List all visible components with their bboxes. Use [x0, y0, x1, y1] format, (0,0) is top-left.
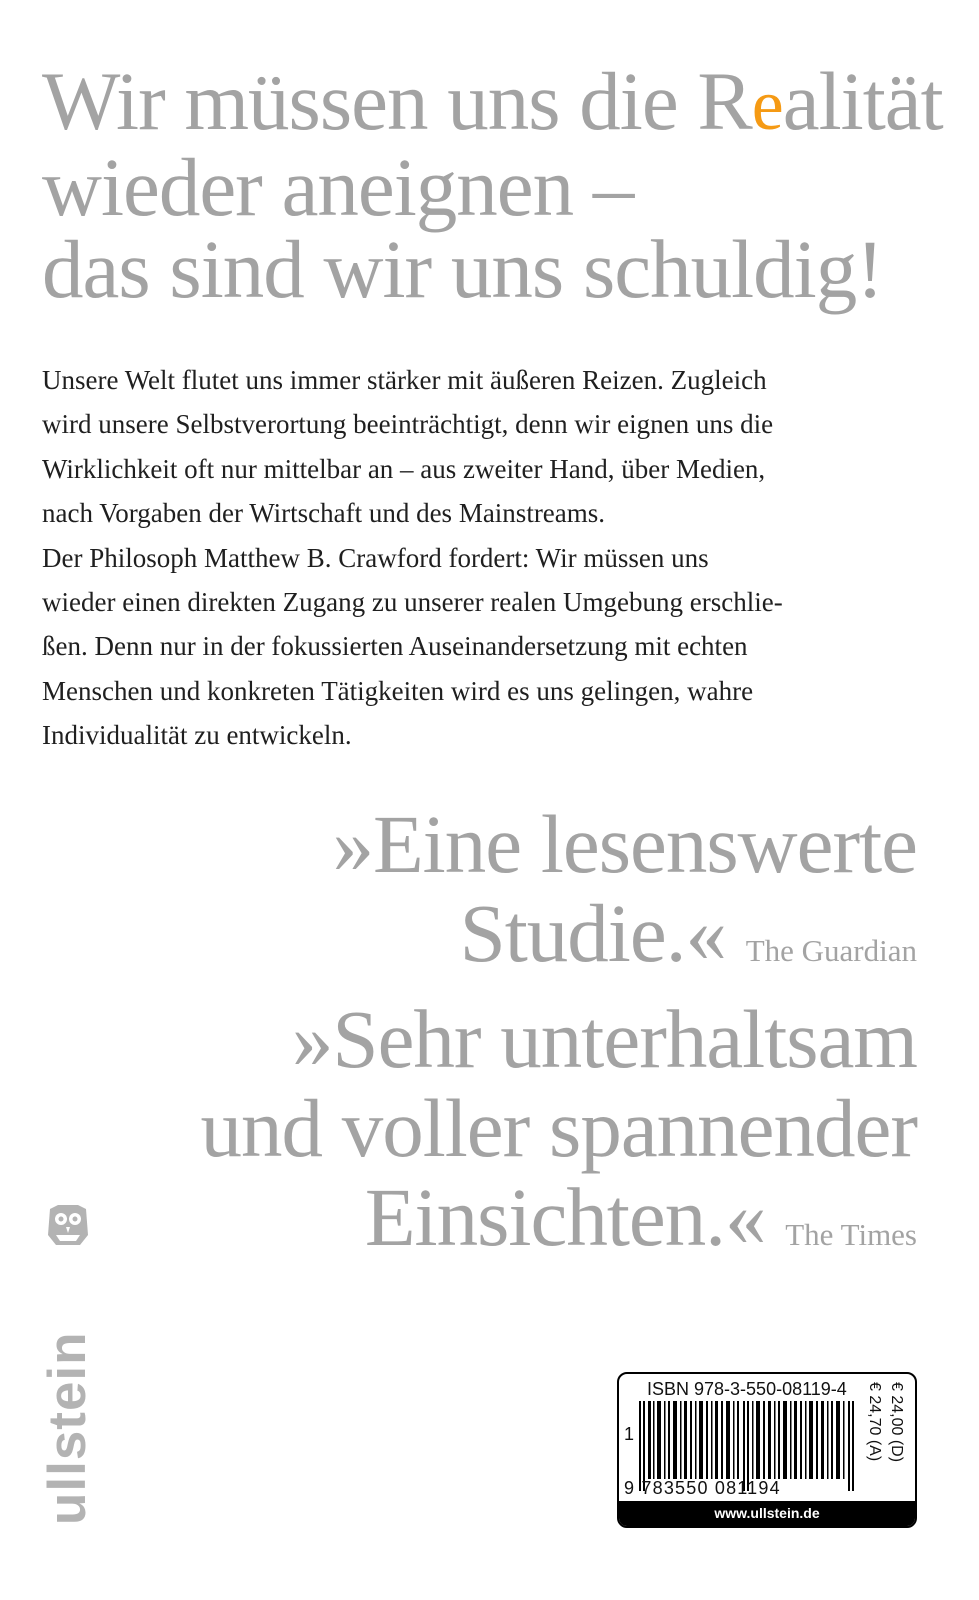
quote-2-line-1: »Sehr unterhaltsam — [291, 993, 917, 1085]
blurb-line: nach Vorgaben der Wirtschaft und des Mainstreams. — [42, 498, 606, 529]
headline-line-1-end: alität — [782, 55, 943, 147]
headline-line-1 — [42, 55, 943, 147]
publisher-website[interactable]: www.ullstein.de — [619, 1501, 915, 1526]
blurb-line: Menschen und konkreten Tätigkeiten wird es uns gelingen, wahre — [42, 675, 754, 706]
price-austria: € 24,70 (A) — [866, 1382, 883, 1462]
headline-line-3: das sind wir uns schuldig! — [42, 223, 883, 315]
headline-accent-letter: e — [751, 65, 783, 145]
blurb-line: wieder einen direkten Zugang zu unserer realen Umgebung erschlie- — [42, 587, 783, 618]
barcode-box — [617, 1372, 917, 1528]
headline-line-1-start: Wir müssen uns die R — [42, 55, 752, 147]
quote-2-source: The Times — [785, 1217, 917, 1252]
price-block — [863, 1382, 907, 1494]
headline — [42, 55, 943, 315]
publisher-logo: ullstein — [38, 1331, 97, 1525]
press-quotes — [57, 800, 917, 1279]
owl-icon — [46, 1205, 90, 1245]
blurb-line: Wirklichkeit oft nur mittelbar an – aus zweiter Hand, über Medien, — [42, 453, 766, 484]
quote-1-line-2 — [57, 889, 917, 995]
barcode-first-digit: 1 — [624, 1424, 635, 1444]
blurb-line: Unsere Welt flutet uns immer stärker mit äußeren Reizen. Zugleich — [42, 365, 767, 395]
price-germany: € 24,00 (D) — [888, 1382, 905, 1463]
headline-line-2: wieder aneignen – — [42, 141, 634, 233]
quote-2-text: Einsichten.« — [364, 1171, 766, 1263]
blurb-text — [42, 358, 932, 758]
quote-1-source: The Guardian — [745, 933, 917, 968]
blurb-line: ßen. Denn nur in der fokussierten Auseinandersetzung mit echten — [42, 631, 748, 662]
quote-2-line-2: und voller spannender — [200, 1082, 917, 1174]
quote-1-line-1: »Eine lesenswerte — [332, 798, 917, 890]
isbn-text: ISBN 978-3-550-08119-4 — [647, 1379, 847, 1399]
blurb-line: Der Philosoph Matthew B. Crawford fordert: Wir müssen uns — [42, 542, 709, 573]
quote-1-text: Studie.« — [459, 887, 726, 979]
blurb-line: wird unsere Selbstverortung beeinträchtigt, denn wir eignen uns die — [42, 409, 774, 440]
barcode-digits: 9 783550 081194 — [624, 1478, 781, 1498]
quote-2-line-3 — [57, 1173, 917, 1279]
blurb-line: Individualität zu entwickeln. — [42, 720, 352, 751]
